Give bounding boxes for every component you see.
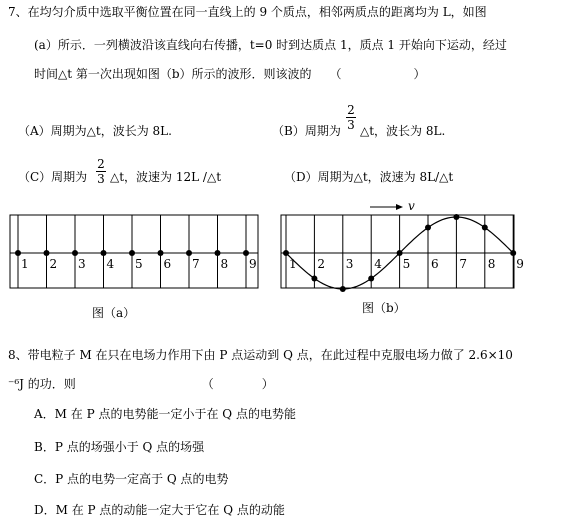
velocity-arrow-icon	[396, 204, 403, 210]
figure-b-particle	[453, 214, 459, 220]
q8-option-a: A．M 在 P 点的电势能一定小于在 Q 点的电势能	[34, 407, 296, 421]
figure-b-particle	[510, 250, 516, 256]
figure-b-caption: 图（b）	[362, 301, 406, 315]
q8-option-b: B．P 点的场强小于 Q 点的场强	[34, 440, 205, 454]
q7-option-b-denominator: 3	[347, 118, 355, 132]
q7-option-c-fraction	[96, 158, 106, 185]
figure-a-particle	[129, 250, 135, 256]
figure-b-particle	[425, 225, 431, 231]
q7-option-b-fraction	[346, 104, 356, 131]
velocity-label: v	[408, 199, 415, 213]
figure-a-particle-label: 1	[21, 257, 29, 271]
q7-option-c-denominator: 3	[97, 172, 105, 186]
figure-b-particle	[368, 275, 374, 281]
figure-b-particle	[283, 250, 289, 256]
q8-option-d: D．M 在 P 点的动能一定大于它在 Q 点的动能	[34, 503, 285, 517]
q8-option-c: C．P 点的电势一定高于 Q 点的电势	[34, 472, 229, 486]
figure-a-particle-label: 6	[163, 257, 172, 271]
figure-a-particle-label: 4	[106, 257, 115, 271]
figure-b-particle-label: 5	[402, 257, 411, 271]
wave-diagram	[0, 190, 577, 325]
q7-line-3: 时间△t 第一次出现如图（b）所示的波形．则该波的 （ ）	[34, 67, 426, 81]
q7-option-b-prefix: （B）周期为	[272, 124, 341, 138]
figure-b-particle-label: 4	[374, 257, 382, 271]
q7-option-d: （D）周期为△t，波速为 8L/△t	[284, 170, 454, 184]
q7-option-c-numerator: 2	[97, 157, 105, 171]
figure-a-particle	[15, 250, 21, 256]
figure-b-particle-label: 7	[459, 257, 468, 271]
q7-line-1: 7、在均匀介质中选取平衡位置在同一直线上的 9 个质点，相邻两质点的距离均为 L，如图	[8, 5, 487, 19]
figure-a-particle-label: 9	[249, 257, 257, 271]
figure-a-particle	[243, 250, 249, 256]
figure-a	[10, 215, 258, 320]
figure-b	[281, 199, 524, 315]
q7-option-a: （A）周期为△t，波长为 8L.	[18, 124, 172, 138]
figure-a-particle	[215, 250, 221, 256]
q7-option-b-suffix: △t，波长为 8L.	[360, 124, 446, 138]
figure-b-particle-label: 3	[345, 257, 354, 271]
q7-option-b-numerator: 2	[347, 103, 355, 117]
q7-line-2: (a）所示．一列横波沿该直线向右传播，t=0 时到达质点 1，质点 1 开始向下运动，经过	[34, 38, 507, 52]
q8-line-2: ⁻⁶J 的功．则 （ ）	[8, 377, 274, 391]
figure-a-particle	[158, 250, 164, 256]
q7-option-c-suffix: △t，波速为 12L /△t	[110, 170, 222, 184]
q7-option-c-prefix: （C）周期为	[18, 170, 88, 184]
figure-b-particle	[340, 286, 346, 292]
figure-a-particle	[101, 250, 107, 256]
figure-b-particle	[311, 275, 317, 281]
figure-b-particle-label: 8	[487, 257, 496, 271]
figure-a-particle-label: 5	[135, 257, 143, 271]
figure-b-particle	[482, 225, 488, 231]
figure-b-particle	[397, 250, 403, 256]
q8-line-1: 8、带电粒子 M 在只在电场力作用下由 P 点运动到 Q 点，在此过程中克服电场力做了 2.6×10	[8, 348, 513, 362]
figure-b-particle-label: 1	[289, 257, 297, 271]
figure-b-particle-label: 9	[516, 257, 524, 271]
figure-a-particle-label: 7	[192, 257, 200, 271]
figure-a-particle-label: 8	[220, 257, 229, 271]
figure-a-caption: 图（a）	[92, 306, 136, 320]
figure-a-particle-label: 3	[78, 257, 86, 271]
figure-a-particle-label: 2	[49, 257, 58, 271]
figure-a-particle	[44, 250, 50, 256]
figure-b-particle-label: 6	[431, 257, 439, 271]
figure-b-particle-label: 2	[317, 257, 326, 271]
figure-a-particle	[186, 250, 192, 256]
figure-a-particle	[72, 250, 78, 256]
